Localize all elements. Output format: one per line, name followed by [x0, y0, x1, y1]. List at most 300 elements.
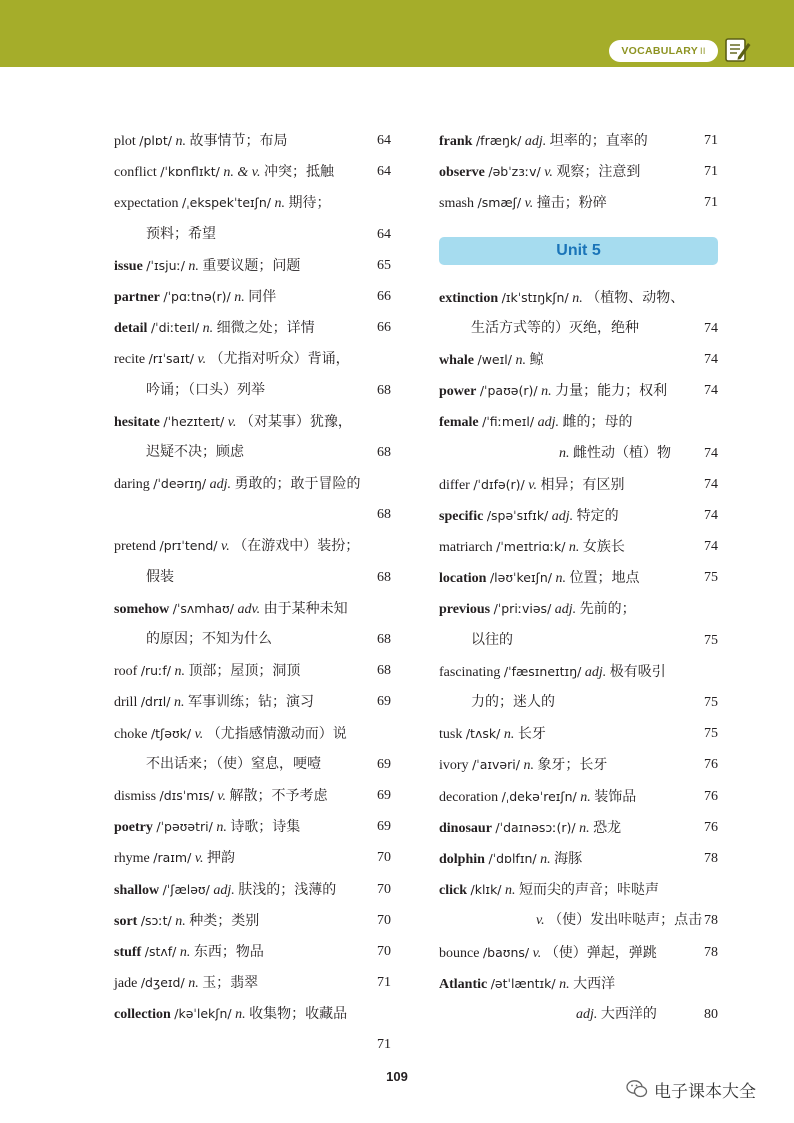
definition: （使）弹起，弹跳 — [544, 945, 657, 961]
definition: 预料；希望 — [146, 226, 216, 242]
entry-line — [439, 625, 718, 656]
part-of-speech: n. — [274, 196, 285, 212]
part-of-speech: n. — [505, 883, 516, 899]
headword: differ — [439, 477, 470, 493]
entry-line — [114, 499, 391, 530]
definition: 假装 — [146, 569, 174, 585]
definition: （尤指感情激动而）说 — [206, 726, 347, 742]
part-of-speech: n. — [202, 321, 214, 337]
headword: pretend — [114, 539, 156, 555]
part-of-speech: v. — [197, 352, 207, 368]
part-of-speech: v. — [194, 726, 204, 742]
vocab-entry — [114, 156, 391, 187]
definition: （尤指对听众）背诵， — [209, 352, 350, 368]
headword: tusk — [439, 727, 463, 743]
page-reference: 68 — [377, 663, 391, 679]
entry-line — [439, 313, 718, 344]
part-of-speech: v. — [536, 913, 545, 929]
headword: matriarch — [439, 540, 493, 556]
definition: 相异；有区别 — [540, 477, 625, 493]
vocab-entry — [439, 656, 718, 718]
page-reference: 69 — [377, 819, 391, 835]
entry-line — [114, 530, 391, 561]
vocab-column-right — [439, 125, 718, 1030]
definition: （在游戏中）装扮； — [233, 539, 360, 555]
definition: 以往的 — [471, 632, 513, 648]
definition: 雌性动（植）物 — [573, 445, 671, 461]
part-of-speech: v. — [217, 788, 226, 804]
entry-line — [439, 718, 718, 749]
vocab-entry — [439, 874, 718, 936]
page-reference: 71 — [704, 164, 718, 180]
page-reference: 74 — [704, 507, 718, 523]
headword: recite — [114, 352, 146, 368]
definition: 期待； — [288, 196, 331, 212]
entry-line — [114, 187, 391, 218]
definition: 坦率的；直率的 — [549, 134, 648, 149]
part-of-speech: n. — [580, 789, 591, 805]
page-reference: 70 — [377, 850, 391, 866]
vocab-entry — [439, 469, 718, 500]
entry-line — [439, 500, 718, 531]
entry-line — [439, 968, 718, 999]
vocab-entry — [439, 500, 718, 531]
page-number: 109 — [386, 1069, 408, 1084]
entry-line — [114, 593, 391, 624]
entry-line — [114, 437, 391, 468]
definition: 的原因；不知为什么 — [146, 632, 272, 647]
vocab-entry — [439, 781, 718, 812]
headword: hesitate — [114, 414, 160, 430]
phonetic: /ˈpɑːtnə(r)/ — [163, 288, 231, 304]
wechat-label: 电子课本大全 — [654, 1081, 756, 1102]
headword: fascinating — [439, 664, 501, 680]
entry-line — [439, 438, 718, 469]
definition: 鲸 — [529, 352, 544, 368]
vocab-entry — [439, 593, 718, 655]
headword: somehow — [114, 601, 170, 617]
phonetic: /raɪm/ — [153, 850, 192, 866]
vocab-entry — [114, 905, 391, 936]
phonetic: /ˌdekəˈreɪʃn/ — [501, 788, 577, 804]
entry-line — [439, 187, 718, 218]
definition: 雌的；母的 — [562, 415, 633, 431]
headword: click — [439, 883, 467, 899]
headword: daring — [114, 477, 150, 493]
phonetic: /ˈdɪfə(r)/ — [473, 476, 525, 492]
entry-line — [114, 936, 391, 967]
part-of-speech: n. — [179, 944, 191, 960]
entry-line — [439, 874, 718, 905]
part-of-speech: adj. — [524, 134, 547, 149]
page-reference: 69 — [377, 787, 391, 803]
wechat-watermark — [626, 1075, 756, 1103]
page-reference: 75 — [704, 695, 718, 710]
entry-line — [114, 156, 391, 187]
vocab-entry — [439, 156, 718, 187]
page-reference: 64 — [377, 164, 391, 180]
part-of-speech: n. — [555, 571, 566, 587]
page-reference: 76 — [704, 757, 718, 773]
entry-line — [439, 375, 718, 406]
definition: 军事训练；钻；演习 — [187, 695, 314, 711]
part-of-speech: n. & v. — [223, 165, 261, 181]
page-reference: 78 — [704, 913, 718, 929]
phonetic: /smæʃ/ — [477, 195, 522, 211]
definition: 肤浅的；浅薄的 — [238, 882, 337, 898]
headword: collection — [114, 1007, 171, 1023]
headword: jade — [114, 976, 138, 992]
definition: 力的；迷人的 — [471, 695, 555, 710]
page-reference: 66 — [377, 320, 391, 336]
headword: female — [439, 415, 479, 431]
headword: stuff — [114, 944, 142, 960]
phonetic: /ˈʃæləʊ/ — [162, 881, 210, 897]
definition: 装饰品 — [594, 789, 637, 805]
phonetic: /ətˈlæntɪk/ — [490, 975, 556, 991]
definition: 故事情节；布局 — [189, 134, 288, 149]
headword: conflict — [114, 165, 157, 181]
part-of-speech: adj. — [537, 415, 559, 431]
headword: power — [439, 384, 477, 400]
page-reference: 71 — [377, 975, 391, 991]
definition: 大西洋的 — [600, 1006, 657, 1022]
vocab-entry — [439, 531, 718, 562]
entry-line — [114, 375, 391, 406]
vocab-entry — [439, 282, 718, 344]
vocab-entry — [114, 936, 391, 967]
vocab-entry — [114, 780, 391, 811]
entry-line — [114, 624, 391, 655]
part-of-speech: n. — [540, 851, 551, 867]
entry-line — [439, 469, 718, 500]
part-of-speech: n. — [515, 352, 526, 368]
vocab-entry — [114, 187, 391, 249]
entry-line — [439, 905, 718, 936]
part-of-speech: n. — [579, 820, 590, 836]
part-of-speech: n. — [559, 976, 570, 992]
definition: 恐龙 — [593, 820, 622, 836]
page-reference: 64 — [377, 226, 391, 242]
phonetic: /ˈsʌmhaʊ/ — [172, 600, 234, 616]
definition: 种类；类别 — [189, 913, 260, 929]
section-label-pill — [609, 40, 718, 62]
definition: 冲突；抵触 — [263, 165, 334, 181]
page-reference: 68 — [377, 569, 391, 585]
headword: Atlantic — [439, 976, 488, 992]
phonetic: /ˈpəʊətri/ — [156, 819, 213, 835]
headword: issue — [114, 258, 143, 274]
headword: plot — [114, 134, 136, 149]
part-of-speech: n. — [175, 134, 186, 149]
page-reference: 70 — [377, 881, 391, 897]
page-reference: 68 — [377, 507, 391, 523]
vocab-entry — [439, 812, 718, 843]
vocab-entry — [114, 998, 391, 1060]
definition: 先前的； — [579, 602, 636, 618]
headword: roof — [114, 664, 138, 680]
entry-line — [439, 656, 718, 687]
definition: 迟疑不决；顾虑 — [146, 444, 244, 460]
part-of-speech: n. — [173, 695, 185, 711]
page-reference: 74 — [704, 383, 718, 399]
definition: 重要议题；问题 — [202, 258, 301, 274]
headword: detail — [114, 321, 148, 337]
entry-line — [439, 937, 718, 968]
unit-banner: Unit 5 — [439, 237, 718, 265]
definition: 特定的 — [576, 508, 619, 524]
phonetic: /ləʊˈkeɪʃn/ — [489, 570, 552, 586]
part-of-speech: n. — [175, 913, 186, 929]
entry-line — [114, 998, 391, 1029]
part-of-speech: n. — [188, 976, 199, 992]
page-reference: 71 — [704, 195, 718, 211]
entry-line — [114, 842, 391, 873]
headword: poetry — [114, 820, 153, 836]
phonetic: /baʊns/ — [482, 944, 530, 960]
page-reference: 74 — [704, 445, 718, 461]
part-of-speech: adv. — [237, 601, 261, 617]
headword: rhyme — [114, 851, 150, 867]
phonetic: /ˈmeɪtriɑːk/ — [496, 539, 566, 555]
definition: 同伴 — [248, 289, 277, 305]
definition: （植物、动物、 — [586, 290, 685, 306]
part-of-speech: adj. — [213, 882, 235, 898]
vocab-entry — [114, 811, 391, 842]
entry-line — [114, 125, 391, 156]
definition: 力量；能力；权利 — [555, 384, 668, 400]
definition: 短而尖的声音；咔哒声 — [519, 883, 660, 899]
entry-line — [114, 562, 391, 593]
phonetic: /ˈhezɪteɪt/ — [163, 413, 225, 429]
phonetic: /sɔːt/ — [140, 912, 172, 928]
phonetic: /ˌekspekˈteɪʃn/ — [182, 195, 271, 211]
entry-line — [439, 593, 718, 624]
headword: drill — [114, 695, 138, 711]
phonetic: /weɪl/ — [477, 351, 512, 367]
vocab-entry — [439, 843, 718, 874]
definition: 长牙 — [517, 727, 546, 743]
entry-line — [114, 250, 391, 281]
entry-line — [439, 344, 718, 375]
page-reference: 70 — [377, 943, 391, 959]
definition: 收集物；收藏品 — [249, 1007, 348, 1023]
phonetic: /ˈpriːviəs/ — [493, 601, 552, 617]
entry-line — [439, 531, 718, 562]
headword: frank — [439, 134, 473, 149]
definition: 玉；翡翠 — [202, 976, 259, 992]
entry-line — [114, 967, 391, 998]
page-reference: 76 — [704, 788, 718, 804]
part-of-speech: n. — [572, 290, 583, 306]
page-reference: 74 — [704, 476, 718, 492]
vocab-entry — [114, 406, 391, 468]
headword: dinosaur — [439, 820, 492, 836]
vocab-entry — [439, 749, 718, 780]
headword: dismiss — [114, 788, 157, 804]
part-of-speech: n. — [541, 384, 552, 400]
headword: smash — [439, 196, 474, 212]
vocab-entry — [114, 874, 391, 905]
vocab-entry — [439, 125, 718, 156]
phonetic: /fræŋk/ — [475, 133, 522, 148]
part-of-speech: v. — [221, 539, 230, 555]
definition: （使）发出咔哒声；点击 — [548, 913, 703, 929]
vocab-entry — [114, 250, 391, 281]
headword: extinction — [439, 290, 499, 306]
entry-line — [439, 687, 718, 718]
vocab-entry — [114, 686, 391, 717]
vocab-entry — [114, 842, 391, 873]
entry-line — [114, 780, 391, 811]
part-of-speech: v. — [227, 414, 237, 430]
phonetic: /ˈaɪvəri/ — [472, 757, 520, 773]
page-reference: 64 — [377, 133, 391, 148]
entry-line — [439, 156, 718, 187]
headword: whale — [439, 352, 474, 368]
page-reference: 76 — [704, 819, 718, 835]
section-roman: II — [700, 46, 706, 56]
notebook-pencil-icon — [725, 37, 751, 63]
definition: 象牙；长牙 — [537, 758, 608, 774]
vocab-entry — [439, 187, 718, 218]
entry-line — [114, 1029, 391, 1060]
entry-line — [114, 219, 391, 250]
page-reference: 78 — [704, 850, 718, 866]
definition: 解散；不予考虑 — [229, 788, 328, 804]
vocab-entry — [114, 593, 391, 655]
vocab-entry — [114, 468, 391, 530]
entry-line — [439, 562, 718, 593]
phonetic: /drɪl/ — [140, 694, 171, 710]
definition: 押韵 — [207, 851, 235, 867]
part-of-speech: v. — [194, 851, 204, 867]
definition: 东西；物品 — [193, 944, 264, 960]
page-reference: 80 — [704, 1006, 718, 1022]
entry-line — [114, 811, 391, 842]
page-reference: 69 — [377, 694, 391, 710]
headword: expectation — [114, 196, 179, 212]
part-of-speech: n. — [174, 664, 185, 680]
phonetic: /ˈfiːmeɪl/ — [482, 414, 535, 430]
phonetic: /klɪk/ — [470, 882, 502, 898]
phonetic: /prɪˈtend/ — [159, 538, 218, 554]
phonetic: /stʌf/ — [144, 943, 177, 959]
page-reference: 75 — [704, 632, 718, 648]
phonetic: /əbˈzɜːv/ — [488, 164, 541, 180]
vocab-entry — [114, 343, 391, 405]
entry-line — [114, 312, 391, 343]
entry-line — [114, 468, 391, 499]
entry-line — [114, 281, 391, 312]
vocab-column-left — [114, 125, 391, 1061]
vocab-entry — [114, 967, 391, 998]
entry-line — [439, 812, 718, 843]
page-reference: 68 — [377, 444, 391, 460]
vocab-entry — [439, 344, 718, 375]
phonetic: /ruːf/ — [140, 663, 171, 679]
part-of-speech: v. — [532, 945, 542, 961]
phonetic: /ɪkˈstɪŋkʃn/ — [501, 289, 569, 305]
entry-line — [439, 406, 718, 437]
headword: location — [439, 571, 487, 587]
page-reference: 70 — [377, 912, 391, 928]
page-reference: 78 — [704, 944, 718, 960]
phonetic: /dʒeɪd/ — [140, 975, 185, 991]
entry-line — [439, 282, 718, 313]
definition: 大西洋 — [573, 976, 616, 992]
phonetic: /tʃəʊk/ — [150, 725, 192, 741]
part-of-speech: adj. — [584, 664, 607, 680]
vocab-entry — [114, 312, 391, 343]
vocab-entry — [439, 562, 718, 593]
part-of-speech: adj. — [576, 1006, 598, 1022]
phonetic: /ˈkɒnflɪkt/ — [160, 164, 220, 180]
vocab-entry — [114, 281, 391, 312]
page-reference: 74 — [704, 539, 718, 555]
page-reference: 66 — [377, 288, 391, 304]
definition: 女族长 — [582, 540, 625, 556]
entry-line — [114, 749, 391, 780]
vocab-entry — [114, 530, 391, 592]
headword: sort — [114, 913, 138, 929]
definition: （对某事）犹豫， — [239, 414, 352, 430]
entry-line — [439, 125, 718, 156]
vocab-entry — [114, 125, 391, 156]
phonetic: /ˈdaɪnəsɔː(r)/ — [495, 819, 576, 835]
phonetic: /ˈdɒlfɪn/ — [488, 850, 537, 866]
headword: bounce — [439, 945, 480, 961]
page-reference: 74 — [704, 320, 718, 336]
definition: 观察；注意到 — [556, 165, 641, 181]
phonetic: /tʌsk/ — [465, 726, 501, 742]
headword: choke — [114, 726, 148, 742]
headword: ivory — [439, 758, 469, 774]
entry-line — [114, 406, 391, 437]
phonetic: /dɪsˈmɪs/ — [159, 787, 214, 803]
phonetic: /spəˈsɪfɪk/ — [486, 507, 549, 523]
entry-line — [114, 874, 391, 905]
page-reference: 68 — [377, 382, 391, 398]
entry-line — [114, 686, 391, 717]
definition: 生活方式等的）灭绝，绝种 — [471, 320, 639, 336]
definition: 吟诵；（口头）列举 — [146, 382, 265, 398]
entry-line — [439, 781, 718, 812]
part-of-speech: v. — [524, 196, 534, 212]
phonetic: /kəˈlekʃn/ — [174, 1006, 232, 1022]
phonetic: /ˈpaʊə(r)/ — [479, 383, 538, 399]
part-of-speech: v. — [544, 165, 553, 181]
entry-line — [439, 999, 718, 1030]
part-of-speech: n. — [523, 758, 534, 774]
headword: previous — [439, 602, 491, 618]
page-reference: 69 — [377, 756, 391, 772]
page-reference: 68 — [377, 632, 391, 647]
part-of-speech: adj. — [554, 602, 577, 618]
part-of-speech: n. — [234, 289, 245, 305]
entry-line — [439, 749, 718, 780]
phonetic: /ˈfæsɪneɪtɪŋ/ — [503, 663, 582, 679]
definition: 撞击；粉碎 — [536, 196, 607, 212]
definition: 由于某种未知 — [263, 601, 348, 617]
section-label: VOCABULARY — [621, 45, 699, 57]
headword: observe — [439, 165, 485, 181]
part-of-speech: n. — [568, 540, 580, 556]
vocab-entry — [114, 718, 391, 780]
part-of-speech: n. — [559, 445, 570, 461]
definition: 海豚 — [554, 851, 583, 867]
page-reference: 71 — [377, 1037, 391, 1053]
